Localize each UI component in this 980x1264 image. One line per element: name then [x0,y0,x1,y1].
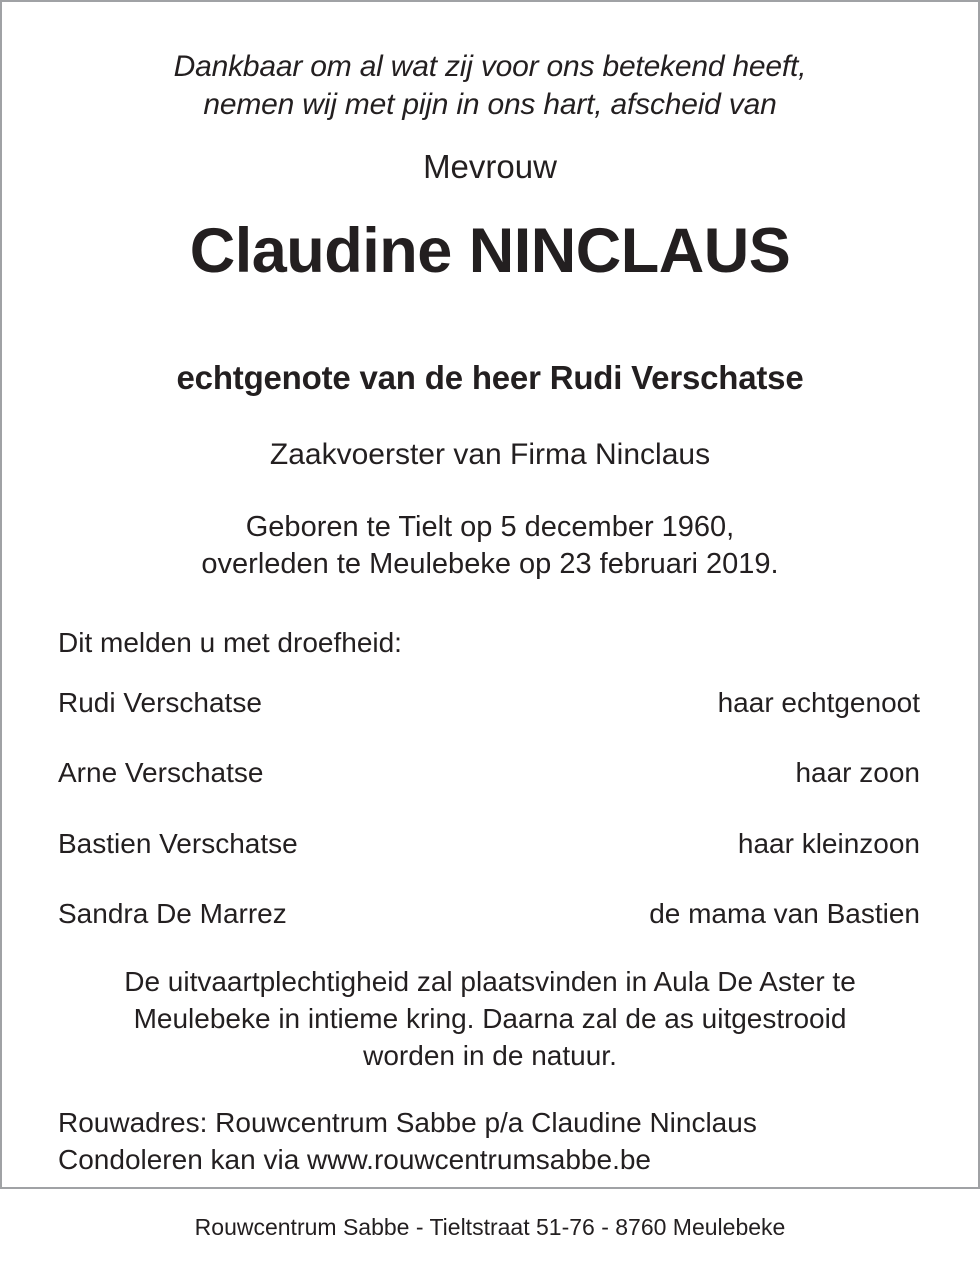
mourning-address-line: Rouwadres: Rouwcentrum Sabbe p/a Claudine Ninclaus [58,1106,757,1138]
ceremony-line-2: Meulebeke in intieme kring. Daarna zal de as uitgestrooid [133,1003,847,1035]
family-row [58,686,920,720]
funeral-home-footer: Rouwcentrum Sabbe - Tieltstraat 51-76 - 8760 Meulebeke [194,1213,786,1240]
birth-line: Geboren te Tielt op 5 december 1960, [245,510,735,543]
deceased-name: Claudine NINCLAUS [189,216,791,287]
family-member-name: Bastien Verschatse [58,827,298,859]
occupation-line: Zaakvoerster van Firma Ninclaus [269,437,711,471]
verse-line-1: Dankbaar om al wat zij voor ons betekend heeft, [173,50,807,83]
family-row [58,756,920,790]
family-member-relation: de mama van Bastien [649,898,920,930]
birth-death-dates [34,509,946,584]
spouse-line: echtgenote van de heer Rudi Verschatse [176,359,804,397]
family-row [58,897,920,931]
family-member-name: Sandra De Marrez [58,898,287,930]
salutation: Mevrouw [423,147,557,185]
condolence-website-line: Condoleren kan via www.rouwcentrumsabbe.be [58,1143,651,1175]
family-member-name: Rudi Verschatse [58,686,262,718]
mourning-address [34,1105,946,1179]
verse-line-2: nemen wij met pijn in ons hart, afscheid van [203,88,777,122]
death-line: overleden te Meulebeke op 23 februari 2019. [201,548,779,581]
memorial-verse [34,48,946,125]
family-member-relation: haar kleinzoon [737,827,920,859]
family-row [58,827,920,861]
family-list [34,686,946,931]
ceremony-line-1: De uitvaartplechtigheid zal plaatsvinden in Aula De Aster te [124,966,856,998]
announcement-intro: Dit melden u met droefheid: [58,627,402,659]
family-member-relation: haar echtgenoot [717,686,920,718]
ceremony-details [34,964,946,1075]
family-member-relation: haar zoon [795,757,920,789]
family-member-name: Arne Verschatse [58,757,264,789]
obituary-content [34,2,946,1179]
ceremony-line-3: worden in de natuur. [363,1039,617,1071]
